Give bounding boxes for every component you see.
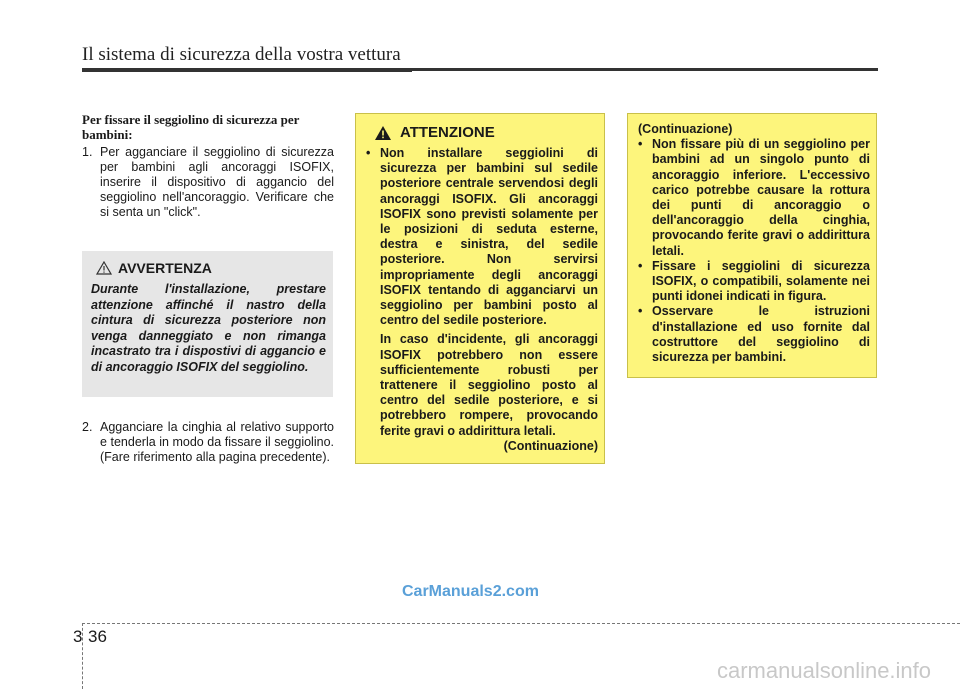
watermark-link[interactable]: CarManuals2.com: [402, 583, 539, 600]
instructions-subheading: Per fissare il seggiolino di sicurezza per bambini:: [82, 112, 300, 142]
list-item: [366, 146, 598, 328]
footer-rule: [82, 623, 960, 624]
warning-icon: [374, 125, 392, 141]
step-1: [82, 145, 334, 220]
avvertenza-title: AVVERTENZA: [118, 260, 212, 276]
step-1-number: 1.: [82, 145, 93, 159]
attenzione-heading: [374, 124, 495, 141]
attenzione-title: ATTENZIONE: [400, 124, 495, 141]
continuazione-label: (Continuazione): [638, 122, 733, 136]
step-2: [82, 420, 334, 465]
bullet: •: [366, 146, 371, 160]
footer-site-watermark: carmanualsonline.info: [717, 658, 932, 683]
attenzione-body: [366, 146, 598, 454]
continuazione-item-text: Osservare le istruzioni d'installazione ed uso fornite dal costruttore del seggiolino di sicurezza per bambini.: [652, 304, 870, 365]
list-item: [638, 304, 870, 365]
page-header-title: Il sistema di sicurezza della vostra vettura: [82, 44, 401, 65]
continued-label: (Continuazione): [503, 438, 598, 453]
continuazione-item-text: Fissare i seggiolini di sicurezza ISOFIX, o compatibili, solamente nei punti idonei indicati in figura.: [652, 258, 870, 304]
step-1-text: Per agganciare il seggiolino di sicurezza per bambini agli ancoraggi ISOFIX, inserire il dispositivo di aggancio del seggiolino nell'ancoraggio. Verificare che si senta un "click".: [100, 145, 334, 219]
instructions-column: [82, 112, 334, 220]
header-rule-thin: [82, 71, 412, 72]
bullet: •: [638, 137, 643, 152]
avvertenza-heading: [96, 260, 212, 276]
continuazione-body: [638, 122, 870, 365]
attenzione-item-text: Non installare seggiolini di sicurezza per bambini sul sedile posteriore centrale servendosi degli ancoraggi ISOFIX. Gli ancoraggi ISOFIX sono previsti solamente per le posizioni di seduta esterne, destra e sinistra, del sedile posteriore. Non servirsi impropriamente degli ancoraggi ISOFIX tentando di agganciarvi un seggiolino per bambini posto al centro del sedile posteriore.: [380, 146, 598, 328]
chapter-number: 3: [73, 627, 83, 646]
continuazione-item-text: Non fissare più di un seggiolino per bambini ad un singolo punto di ancoraggio inferiore. L'eccessivo carico potrebbe causare la rottura dei punti di ancoraggio o dell'ancoraggio della cinghia, provocando ferite gravi o addirittura letali.: [652, 137, 870, 258]
step-2-container: [82, 420, 334, 465]
attenzione-box: [355, 113, 605, 464]
bullet: •: [638, 258, 643, 273]
list-item: [638, 259, 870, 305]
step-2-number: 2.: [82, 420, 93, 434]
page-number: 36: [88, 627, 107, 646]
attenzione-item-paragraph: In caso d'incidente, gli ancoraggi ISOFIX potrebbero non essere sufficientemente robusti per trattenere il seggiolino posto al centro del sedile posteriore, e si potrebbero rompere, provocando ferite gravi o addirittura letali.: [380, 332, 598, 438]
continuazione-box: [627, 113, 877, 378]
avvertenza-box: [82, 251, 333, 397]
bullet: •: [638, 304, 643, 319]
step-2-text: Agganciare la cinghia al relativo supporto e tenderla in modo da fissare il seggiolino. (Fare riferimento alla pagina precedente).: [100, 420, 334, 464]
list-item: [638, 137, 870, 259]
warning-outline-icon: [96, 261, 112, 275]
avvertenza-text: Durante l'installazione, prestare attenzione affinché il nastro della cintura di sicurezza posteriore non venga danneggiato e non rimanga incastrato tra i dispostivi di aggancio e di ancoraggio ISOFIX del seggiolino.: [91, 282, 326, 374]
